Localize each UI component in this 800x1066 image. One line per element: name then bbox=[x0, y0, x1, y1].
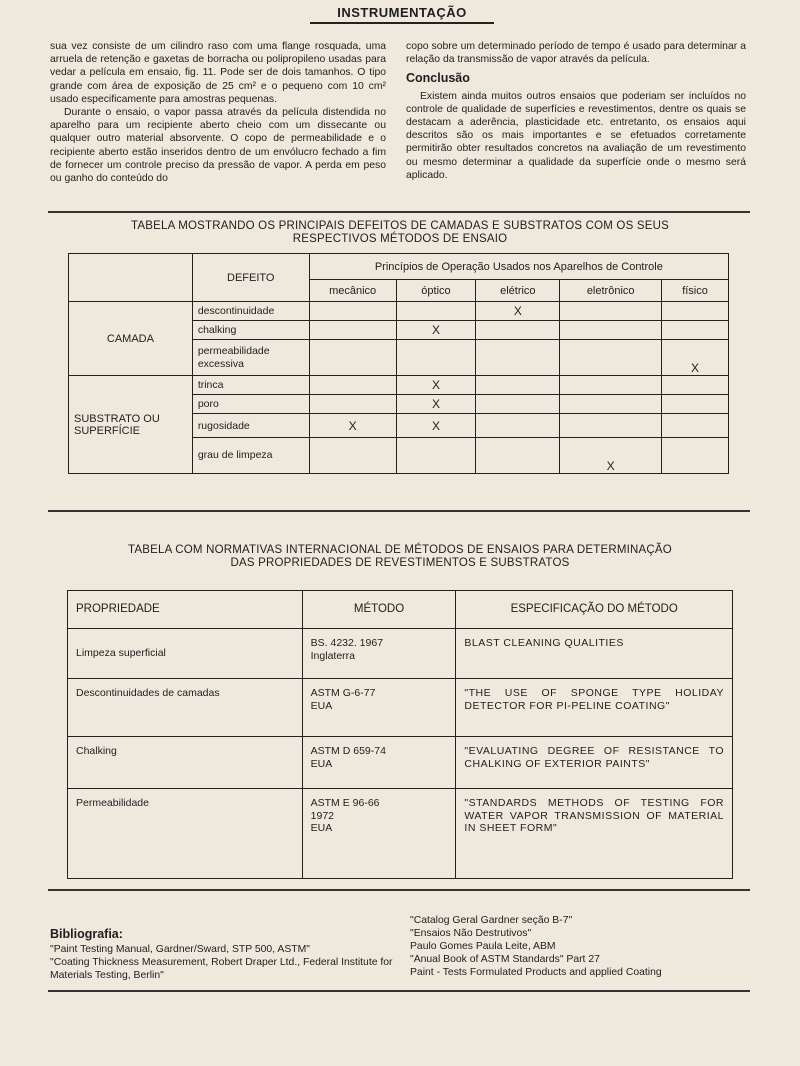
mark-cell bbox=[476, 340, 560, 376]
group-label: SUBSTRATO OU SUPERFÍCIE bbox=[69, 376, 193, 474]
property-header: PROPRIEDADE bbox=[68, 591, 303, 629]
mark-cell bbox=[476, 376, 560, 395]
defect-cell: trinca bbox=[192, 376, 309, 395]
mark-cell bbox=[309, 302, 396, 321]
title-line: RESPECTIVOS MÉTODOS DE ENSAIO bbox=[292, 233, 508, 245]
section-title: Conclusão bbox=[406, 71, 470, 86]
table1-title bbox=[60, 220, 740, 246]
running-header: INSTRUMENTAÇÃO bbox=[310, 5, 494, 24]
mark-cell bbox=[560, 376, 662, 395]
bibliography-right bbox=[410, 914, 750, 979]
method-cell bbox=[302, 737, 456, 789]
table-row bbox=[68, 789, 733, 879]
method-cell bbox=[302, 629, 456, 679]
title-line: TABELA MOSTRANDO OS PRINCIPAIS DEFEITOS DE CAMADAS E SUBSTRATOS COM OS SEUS bbox=[131, 220, 669, 232]
mark-cell: X bbox=[309, 414, 396, 438]
bib-entry: "Catalog Geral Gardner seção B-7" bbox=[410, 915, 573, 926]
mark-cell bbox=[560, 395, 662, 414]
mark-cell bbox=[560, 302, 662, 321]
bib-entry: Paulo Gomes Paula Leite, ABM bbox=[410, 941, 556, 952]
mark-cell bbox=[476, 395, 560, 414]
paragraph: copo sobre um determinado período de tempo é usado para determinar a relação da transmissão de vapor através da película. bbox=[406, 41, 746, 66]
mark-cell bbox=[662, 376, 729, 395]
bibliography-left bbox=[50, 912, 400, 982]
title-line: TABELA COM NORMATIVAS INTERNACIONAL DE MÉTODOS DE ENSAIOS PARA DETERMINAÇÃO bbox=[128, 544, 672, 556]
table-row bbox=[68, 679, 733, 737]
mark-cell bbox=[476, 438, 560, 474]
method-line: ASTM D 659-74 bbox=[310, 745, 386, 757]
mark-cell: X bbox=[396, 395, 476, 414]
mark-cell: X bbox=[476, 302, 560, 321]
defect-cell: permeabilidade excessiva bbox=[192, 340, 309, 376]
mark-cell: X bbox=[396, 321, 476, 340]
spec-cell: "THE USE OF SPONGE TYPE HOLIDAY DETECTOR FOR PI-PELINE COATING" bbox=[456, 679, 733, 737]
table2-title bbox=[60, 544, 740, 570]
method-header: eletrônico bbox=[560, 280, 662, 302]
method-cell bbox=[302, 789, 456, 879]
mark-cell bbox=[662, 414, 729, 438]
mark-cell: X bbox=[662, 340, 729, 376]
table-row bbox=[69, 376, 729, 395]
paragraph: Durante o ensaio, o vapor passa através da película distendida no aparelho para um recipiente aberto cheio com um dissecante ou qualquer outro material absorvente. O copo de permeabilidade e o recipiente aberto estão inseridos dentro de um envólucro fechado a fim de fornecer um controle preciso da pressão de vapor. A perda em peso ou ganho do conteúdo do bbox=[50, 107, 386, 185]
mark-cell bbox=[396, 302, 476, 321]
defect-cell: poro bbox=[192, 395, 309, 414]
property-cell: Limpeza superficial bbox=[68, 629, 303, 679]
mark-cell bbox=[309, 321, 396, 340]
paragraph: sua vez consiste de um cilindro raso com uma flange rosquada, uma arruela de retenção e gaxetas de borracha ou polipropileno usadas para vedar a película em ensaio, fig. 11. Pode ser de dois tamanhos. O tipo grande com área de exposição de 25 cm² e o pequeno com 10 cm² usado especificamente para amostras pequenas. bbox=[50, 41, 386, 105]
method-line: BS. 4232. 1967 bbox=[310, 637, 384, 649]
defect-header: DEFEITO bbox=[192, 254, 309, 302]
principles-header: Princípios de Operação Usados nos Aparelhos de Controle bbox=[309, 254, 728, 280]
bib-entry: "Ensaios Não Destrutivos" bbox=[410, 928, 532, 939]
divider bbox=[48, 889, 750, 891]
divider bbox=[48, 510, 750, 512]
property-cell: Descontinuidades de camadas bbox=[68, 679, 303, 737]
method-header: óptico bbox=[396, 280, 476, 302]
mark-cell bbox=[309, 376, 396, 395]
spec-cell: "EVALUATING DEGREE OF RESISTANCE TO CHALKING OF EXTERIOR PAINTS" bbox=[456, 737, 733, 789]
mark-cell bbox=[560, 321, 662, 340]
mark-cell bbox=[309, 395, 396, 414]
method-line: ASTM G-6-77 bbox=[310, 687, 376, 699]
left-column bbox=[50, 40, 386, 185]
property-cell: Chalking bbox=[68, 737, 303, 789]
method-line: 1972 bbox=[310, 809, 334, 822]
method-header: físico bbox=[662, 280, 729, 302]
table-row bbox=[68, 737, 733, 789]
method-line: EUA bbox=[310, 822, 333, 835]
method-line: Inglaterra bbox=[310, 649, 355, 662]
table-row bbox=[69, 302, 729, 321]
mark-cell: X bbox=[396, 376, 476, 395]
standards-table bbox=[67, 590, 733, 879]
right-column bbox=[406, 40, 746, 182]
method-header: mecânico bbox=[309, 280, 396, 302]
method-header: elétrico bbox=[476, 280, 560, 302]
mark-cell bbox=[560, 414, 662, 438]
bib-entry: "Anual Book of ASTM Standards" Part 27 bbox=[410, 954, 600, 965]
defect-cell: chalking bbox=[192, 321, 309, 340]
spec-cell: BLAST CLEANING QUALITIES bbox=[456, 629, 733, 679]
paragraph: Existem ainda muitos outros ensaios que poderiam ser incluídos no controle de qualidade de superfícies e revestimentos, dentre os quais se destacam a aderência, plasticidade etc. entretanto, os ensaios aqui descritos são os mais importantes e se efetuados corretamente permitirão obter resultados concretos na avaliação de um revestimento ou mesmo determinar a qualidade da superfície onde o mesmo será aplicado. bbox=[406, 90, 746, 181]
mark-cell bbox=[396, 438, 476, 474]
defect-cell: rugosidade bbox=[192, 414, 309, 438]
defect-cell: descontinuidade bbox=[192, 302, 309, 321]
mark-cell bbox=[476, 321, 560, 340]
method-cell bbox=[302, 679, 456, 737]
mark-cell bbox=[662, 302, 729, 321]
mark-cell bbox=[662, 395, 729, 414]
spec-cell: "STANDARDS METHODS OF TESTING FOR WATER VAPOR TRANSMISSION OF MATERIAL IN SHEET FORM" bbox=[456, 789, 733, 879]
method-line: EUA bbox=[310, 757, 333, 770]
bib-entry: Paint - Tests Formulated Products and applied Coating bbox=[410, 967, 662, 978]
mark-cell bbox=[309, 438, 396, 474]
method-line: ASTM E 96-66 bbox=[310, 797, 380, 809]
defects-table bbox=[68, 253, 729, 474]
group-label: CAMADA bbox=[69, 302, 193, 376]
method-line: EUA bbox=[310, 699, 333, 712]
method-header: MÉTODO bbox=[302, 591, 456, 629]
bib-entry: "Coating Thickness Measurement, Robert Draper Ltd., Federal Institute for Materials Testing, Berlin" bbox=[50, 957, 393, 981]
mark-cell bbox=[560, 340, 662, 376]
mark-cell: X bbox=[560, 438, 662, 474]
divider bbox=[48, 211, 750, 213]
mark-cell bbox=[476, 414, 560, 438]
mark-cell: X bbox=[396, 414, 476, 438]
title-line: DAS PROPRIEDADES DE REVESTIMENTOS E SUBSTRATOS bbox=[230, 557, 570, 569]
spec-header: ESPECIFICAÇÃO DO MÉTODO bbox=[456, 591, 733, 629]
mark-cell bbox=[396, 340, 476, 376]
mark-cell bbox=[662, 438, 729, 474]
mark-cell bbox=[309, 340, 396, 376]
corner-cell bbox=[69, 254, 193, 302]
mark-cell bbox=[662, 321, 729, 340]
divider bbox=[48, 990, 750, 992]
table-row bbox=[68, 629, 733, 679]
bib-entry: "Paint Testing Manual, Gardner/Sward, STP 500, ASTM" bbox=[50, 944, 310, 955]
bibliography-title: Bibliografia: bbox=[50, 927, 123, 941]
property-cell: Permeabilidade bbox=[68, 789, 303, 879]
defect-cell: grau de limpeza bbox=[192, 438, 309, 474]
